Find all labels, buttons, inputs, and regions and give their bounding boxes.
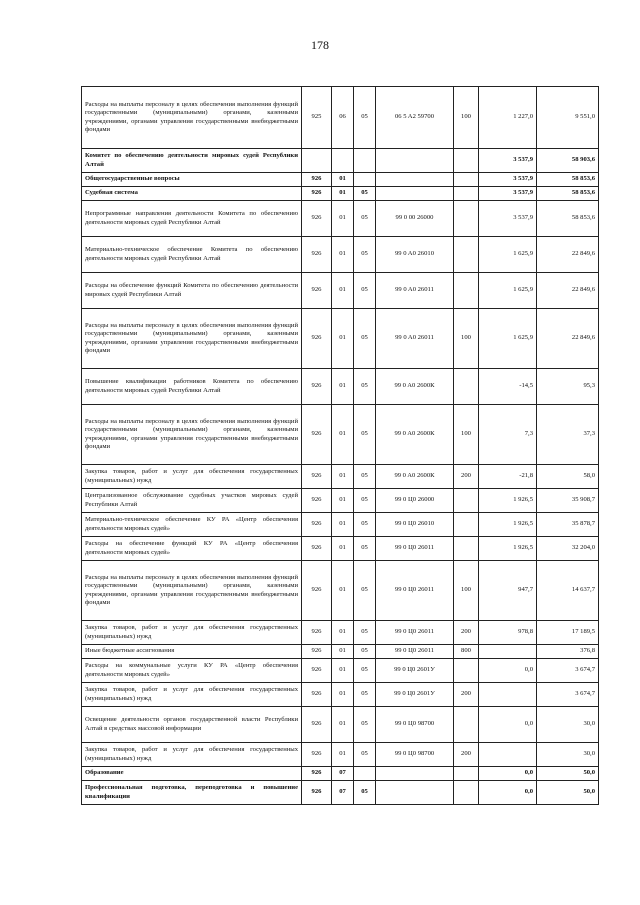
subsection-code: 05 — [354, 621, 376, 645]
amount-total: 35 908,7 — [537, 489, 599, 513]
ministry-code: 926 — [302, 707, 332, 743]
amount-total: 9 551,0 — [537, 87, 599, 149]
expense-type — [454, 513, 479, 537]
amount-total: 58,0 — [537, 465, 599, 489]
table-row — [82, 149, 599, 173]
target-article: 99 0 Ц0 2601У — [376, 659, 454, 683]
amount-total: 22 849,6 — [537, 273, 599, 309]
subsection-code — [354, 767, 376, 781]
subsection-code: 05 — [354, 513, 376, 537]
row-name: Закупка товаров, работ и услуг для обеспечения государственных (муниципальных) нужд — [82, 621, 302, 645]
amount-total: 17 189,5 — [537, 621, 599, 645]
target-article: 99 0 Ц0 26011 — [376, 645, 454, 659]
subsection-code: 05 — [354, 465, 376, 489]
table-row — [82, 465, 599, 489]
target-article: 99 0 Ц0 26000 — [376, 489, 454, 513]
ministry-code: 926 — [302, 743, 332, 767]
table-row — [82, 173, 599, 187]
expense-type — [454, 489, 479, 513]
table-row — [82, 369, 599, 405]
expense-type — [454, 537, 479, 561]
amount-total: 50,0 — [537, 767, 599, 781]
target-article: 99 0 A0 2600К — [376, 369, 454, 405]
row-name: Расходы на обеспечение функций Комитета по обеспечению деятельности мировых судей Республики Алтай — [82, 273, 302, 309]
ministry-code: 926 — [302, 513, 332, 537]
amount-total: 32 204,0 — [537, 537, 599, 561]
table-row — [82, 707, 599, 743]
ministry-code: 926 — [302, 645, 332, 659]
ministry-code: 926 — [302, 537, 332, 561]
section-code: 01 — [332, 405, 354, 465]
table-row — [82, 513, 599, 537]
amount-total: 3 674,7 — [537, 683, 599, 707]
section-code: 01 — [332, 707, 354, 743]
section-code: 01 — [332, 743, 354, 767]
amount-change: 3 537,9 — [479, 187, 537, 201]
expense-type — [454, 173, 479, 187]
ministry-code: 926 — [302, 405, 332, 465]
row-name: Закупка товаров, работ и услуг для обеспечения государственных (муниципальных) нужд — [82, 465, 302, 489]
amount-change: -21,8 — [479, 465, 537, 489]
section-code: 07 — [332, 781, 354, 805]
section-code: 01 — [332, 537, 354, 561]
amount-change — [479, 743, 537, 767]
table-row — [82, 273, 599, 309]
expense-type — [454, 201, 479, 237]
table-row — [82, 87, 599, 149]
row-name: Расходы на выплаты персоналу в целях обеспечения выполнения функций государственными (муниципальными) органами, казенными учреждениями, органами управления государственными внебюджетными фондами — [82, 561, 302, 621]
target-article: 99 0 Ц0 26011 — [376, 621, 454, 645]
ministry-code: 926 — [302, 767, 332, 781]
expense-type: 800 — [454, 645, 479, 659]
table-row — [82, 781, 599, 805]
table-row — [82, 561, 599, 621]
expense-type — [454, 273, 479, 309]
subsection-code: 05 — [354, 187, 376, 201]
expense-type: 100 — [454, 561, 479, 621]
amount-change — [479, 645, 537, 659]
subsection-code: 05 — [354, 489, 376, 513]
section-code: 01 — [332, 309, 354, 369]
ministry-code: 926 — [302, 621, 332, 645]
amount-change: 1 625,9 — [479, 309, 537, 369]
row-name: Общегосударственные вопросы — [82, 173, 302, 187]
subsection-code: 05 — [354, 273, 376, 309]
amount-total: 37,3 — [537, 405, 599, 465]
target-article: 99 0 Ц0 2601У — [376, 683, 454, 707]
row-name: Иные бюджетные ассигнования — [82, 645, 302, 659]
section-code: 01 — [332, 645, 354, 659]
target-article — [376, 767, 454, 781]
target-article: 99 0 Ц0 98700 — [376, 707, 454, 743]
amount-change: 0,0 — [479, 707, 537, 743]
amount-change: 7,3 — [479, 405, 537, 465]
amount-total: 376,8 — [537, 645, 599, 659]
expense-type — [454, 767, 479, 781]
amount-total: 35 878,7 — [537, 513, 599, 537]
amount-change — [479, 683, 537, 707]
amount-change: 1 625,9 — [479, 237, 537, 273]
amount-total: 30,0 — [537, 707, 599, 743]
row-name: Расходы на выплаты персоналу в целях обеспечения выполнения функций государственными (муниципальными) органами, казенными учреждениями, органами управления государственными внебюджетными фондами — [82, 309, 302, 369]
section-code: 01 — [332, 513, 354, 537]
subsection-code: 05 — [354, 561, 376, 621]
table-row — [82, 489, 599, 513]
table-row — [82, 237, 599, 273]
amount-total: 3 674,7 — [537, 659, 599, 683]
table-row — [82, 201, 599, 237]
target-article: 99 0 A0 26011 — [376, 309, 454, 369]
amount-change: 947,7 — [479, 561, 537, 621]
ministry-code: 926 — [302, 489, 332, 513]
ministry-code: 926 — [302, 273, 332, 309]
expense-type: 200 — [454, 743, 479, 767]
ministry-code: 926 — [302, 201, 332, 237]
subsection-code: 05 — [354, 659, 376, 683]
subsection-code: 05 — [354, 743, 376, 767]
expense-type: 200 — [454, 465, 479, 489]
section-code: 01 — [332, 621, 354, 645]
table-row — [82, 537, 599, 561]
subsection-code: 05 — [354, 405, 376, 465]
section-code: 01 — [332, 489, 354, 513]
expense-type — [454, 149, 479, 173]
expense-type: 100 — [454, 405, 479, 465]
ministry-code: 926 — [302, 237, 332, 273]
section-code: 01 — [332, 561, 354, 621]
target-article: 99 0 Ц0 26011 — [376, 561, 454, 621]
section-code: 06 — [332, 87, 354, 149]
table-row — [82, 187, 599, 201]
target-article — [376, 173, 454, 187]
ministry-code: 926 — [302, 173, 332, 187]
amount-change: 3 537,9 — [479, 149, 537, 173]
budget-table — [81, 86, 599, 805]
subsection-code: 05 — [354, 537, 376, 561]
amount-change: 0,0 — [479, 781, 537, 805]
page-number: 178 — [311, 38, 329, 52]
amount-change: 0,0 — [479, 767, 537, 781]
amount-total: 58 853,6 — [537, 187, 599, 201]
row-name: Закупка товаров, работ и услуг для обеспечения государственных (муниципальных) нужд — [82, 683, 302, 707]
ministry-code: 925 — [302, 87, 332, 149]
target-article — [376, 187, 454, 201]
target-article — [376, 781, 454, 805]
target-article: 99 0 Ц0 26010 — [376, 513, 454, 537]
row-name: Непрограммные направления деятельности Комитета по обеспечению деятельности мировых судей Республики Алтай — [82, 201, 302, 237]
subsection-code: 05 — [354, 683, 376, 707]
ministry-code: 926 — [302, 659, 332, 683]
amount-total: 58 903,6 — [537, 149, 599, 173]
target-article: 99 0 A0 2600К — [376, 465, 454, 489]
ministry-code: 926 — [302, 369, 332, 405]
amount-total: 50,0 — [537, 781, 599, 805]
table-row — [82, 767, 599, 781]
subsection-code: 05 — [354, 201, 376, 237]
subsection-code: 05 — [354, 781, 376, 805]
row-name: Закупка товаров, работ и услуг для обеспечения государственных (муниципальных) нужд — [82, 743, 302, 767]
row-name: Образование — [82, 767, 302, 781]
expense-type — [454, 659, 479, 683]
amount-change: 1 227,0 — [479, 87, 537, 149]
target-article: 99 0 00 26000 — [376, 201, 454, 237]
section-code: 01 — [332, 173, 354, 187]
ministry-code: 926 — [302, 309, 332, 369]
target-article — [376, 149, 454, 173]
table-row — [82, 743, 599, 767]
expense-type — [454, 187, 479, 201]
amount-total: 58 853,6 — [537, 173, 599, 187]
ministry-code: 926 — [302, 781, 332, 805]
ministry-code: 926 — [302, 683, 332, 707]
ministry-code: 926 — [302, 465, 332, 489]
section-code: 01 — [332, 201, 354, 237]
amount-change: 1 625,9 — [479, 273, 537, 309]
target-article: 99 0 A0 26011 — [376, 273, 454, 309]
amount-change: 1 926,5 — [479, 513, 537, 537]
target-article: 99 0 A0 2600К — [376, 405, 454, 465]
amount-total: 14 637,7 — [537, 561, 599, 621]
budget-table-body — [82, 87, 599, 805]
table-row — [82, 621, 599, 645]
subsection-code: 05 — [354, 645, 376, 659]
subsection-code: 05 — [354, 707, 376, 743]
subsection-code: 05 — [354, 369, 376, 405]
section-code: 01 — [332, 187, 354, 201]
target-article: 99 0 Ц0 98700 — [376, 743, 454, 767]
amount-total: 22 849,6 — [537, 237, 599, 273]
subsection-code — [354, 173, 376, 187]
expense-type: 100 — [454, 87, 479, 149]
expense-type — [454, 369, 479, 405]
row-name: Централизованное обслуживание судебных участков мировых судей Республики Алтай — [82, 489, 302, 513]
ministry-code: 926 — [302, 561, 332, 621]
target-article: 99 0 Ц0 26011 — [376, 537, 454, 561]
amount-total: 95,3 — [537, 369, 599, 405]
table-row — [82, 659, 599, 683]
row-name: Судебная система — [82, 187, 302, 201]
subsection-code: 05 — [354, 237, 376, 273]
table-row — [82, 405, 599, 465]
row-name: Расходы на обеспечение функций КУ РА «Центр обеспечения деятельности мировых судей» — [82, 537, 302, 561]
section-code: 01 — [332, 369, 354, 405]
row-name: Расходы на выплаты персоналу в целях обеспечения выполнения функций государственными (муниципальными) органами, казенными учреждениями, органами управления государственными внебюджетными фондами — [82, 405, 302, 465]
amount-total: 58 853,6 — [537, 201, 599, 237]
expense-type: 200 — [454, 683, 479, 707]
row-name: Профессиональная подготовка, переподготовка и повышение квалификации — [82, 781, 302, 805]
target-article: 99 0 A0 26010 — [376, 237, 454, 273]
ministry-code: 926 — [302, 187, 332, 201]
amount-total: 22 849,6 — [537, 309, 599, 369]
subsection-code: 05 — [354, 309, 376, 369]
expense-type — [454, 707, 479, 743]
row-name: Освещение деятельности органов государственной власти Республики Алтай в средствах массовой информации — [82, 707, 302, 743]
section-code: 01 — [332, 683, 354, 707]
expense-type — [454, 237, 479, 273]
amount-change: 1 926,5 — [479, 537, 537, 561]
row-name: Повышение квалификации работников Комитета по обеспечению деятельности мировых судей Республики Алтай — [82, 369, 302, 405]
row-name: Комитет по обеспечению деятельности мировых судей Республики Алтай — [82, 149, 302, 173]
amount-total: 30,0 — [537, 743, 599, 767]
ministry-code — [302, 149, 332, 173]
subsection-code — [354, 149, 376, 173]
section-code: 01 — [332, 237, 354, 273]
expense-type — [454, 781, 479, 805]
amount-change: 3 537,9 — [479, 173, 537, 187]
section-code: 07 — [332, 767, 354, 781]
section-code: 01 — [332, 273, 354, 309]
amount-change: 0,0 — [479, 659, 537, 683]
target-article: 06 5 A2 59700 — [376, 87, 454, 149]
amount-change: -14,5 — [479, 369, 537, 405]
row-name: Материально-техническое обеспечение КУ РА «Центр обеспечения деятельности мировых судей» — [82, 513, 302, 537]
expense-type: 200 — [454, 621, 479, 645]
table-row — [82, 309, 599, 369]
section-code: 01 — [332, 659, 354, 683]
expense-type: 100 — [454, 309, 479, 369]
row-name: Расходы на коммунальные услуги КУ РА «Центр обеспечения деятельности мировых судей» — [82, 659, 302, 683]
amount-change: 3 537,9 — [479, 201, 537, 237]
section-code — [332, 149, 354, 173]
table-row — [82, 683, 599, 707]
row-name: Расходы на выплаты персоналу в целях обеспечения выполнения функций государственными (муниципальными) органами, казенными учреждениями, органами управления государственными внебюджетными фондами — [82, 87, 302, 149]
amount-change: 1 926,5 — [479, 489, 537, 513]
section-code: 01 — [332, 465, 354, 489]
row-name: Материально-техническое обеспечение Комитета по обеспечению деятельности мировых судей Республики Алтай — [82, 237, 302, 273]
subsection-code: 05 — [354, 87, 376, 149]
table-row — [82, 645, 599, 659]
amount-change: 978,8 — [479, 621, 537, 645]
